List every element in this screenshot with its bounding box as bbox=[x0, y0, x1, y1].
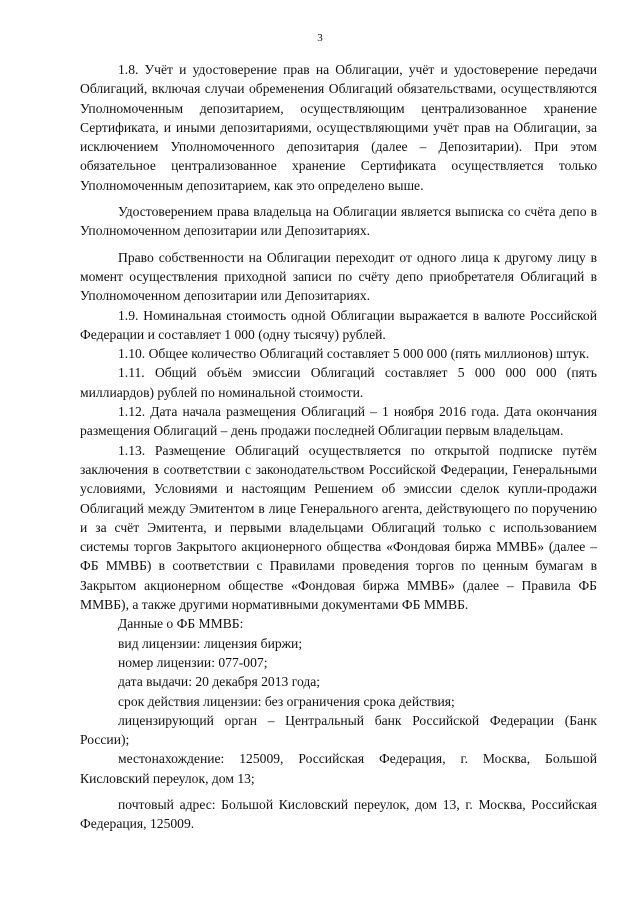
paragraph-1-9: 1.9. Номинальная стоимость одной Облигации выражается в валюте Российской Федерации и составляет 1 000 (одну тысячу) рублей. bbox=[80, 307, 597, 342]
license-validity: срок действия лицензии: без ограничения срока действия; bbox=[118, 693, 455, 709]
paragraph-1-11: 1.11. Общий объём эмиссии Облигаций составляет 5 000 000 000 (пять миллиардов) рублей по номинальной стоимости. bbox=[80, 365, 597, 400]
paragraph-1-8: 1.8. Учёт и удостоверение прав на Облигации, учёт и удостоверение передачи Облигаций, включая случаи обременения Облигаций обязательствами, осуществляются Уполномоченным депозитарием, осуществляющим централизованное хранение Сертификата, и иными депозитариями, осуществляющими учёт прав на Облигации, за исключением Уполномоченного депозитария (далее – Депозитарии). При этом обязательное централизованное хранение Сертификата осуществляется только Уполномоченным депозитарием, как это определено выше. bbox=[80, 62, 597, 193]
page-number: 3 bbox=[317, 32, 323, 44]
paragraph-ownership-proof: Удостоверением права владельца на Облигации является выписка со счёта депо в Уполномоченном депозитарии или Депозитариях. bbox=[80, 204, 597, 239]
paragraph-1-13: 1.13. Размещение Облигаций осуществляется по открытой подписке путём заключения в соответствии с законодательством Российской Федерации, Генеральными условиями, Условиями и настоящим Решением об эмиссии сделок купли-продажи Облигаций между Эмитентом в лице Генерального агента, действующего по поручению и за счёт Эмитента, и первыми владельцами Облигаций только с использованием системы торгов Закрытого акционерного общества «Фондовая биржа ММВБ» (далее – ФБ ММВБ) в соответствии с Правилами проведения торгов по ценным бумагам в Закрытом акционерном обществе «Фондовая биржа ММВБ» (далее – Правила ФБ ММВБ), а также другими нормативными документами ФБ ММВБ. bbox=[80, 442, 597, 613]
exchange-data-heading: Данные о ФБ ММВБ: bbox=[118, 616, 244, 632]
license-type: вид лицензии: лицензия биржи; bbox=[118, 635, 303, 651]
issue-date: дата выдачи: 20 декабря 2013 года; bbox=[118, 674, 321, 690]
document-body bbox=[80, 60, 597, 834]
paragraph-1-10: 1.10. Общее количество Облигаций составляет 5 000 000 (пять миллионов) штук. bbox=[118, 346, 590, 362]
license-number: номер лицензии: 077-007; bbox=[118, 654, 268, 670]
licensing-authority: лицензирующий орган – Центральный банк Российской Федерации (Банк России); bbox=[80, 712, 597, 748]
location-address: местонахождение: 125009, Российская Федерация, г. Москва, Большой Кисловский переулок, дом 13; bbox=[80, 751, 597, 786]
postal-address: почтовый адрес: Большой Кисловский переулок, дом 13, г. Москва, Российская Федерация, 125009. bbox=[80, 796, 597, 832]
paragraph-1-12: 1.12. Дата начала размещения Облигаций – 1 ноября 2016 года. Дата окончания размещения Облигаций – день продажи последней Облигации первым владельцам. bbox=[80, 404, 597, 439]
paragraph-ownership-transfer: Право собственности на Облигации переходит от одного лица к другому лицу в момент осуществления приходной записи по счёту депо приобретателя Облигаций в Уполномоченном депозитарии или Депозитариях. bbox=[80, 249, 597, 304]
